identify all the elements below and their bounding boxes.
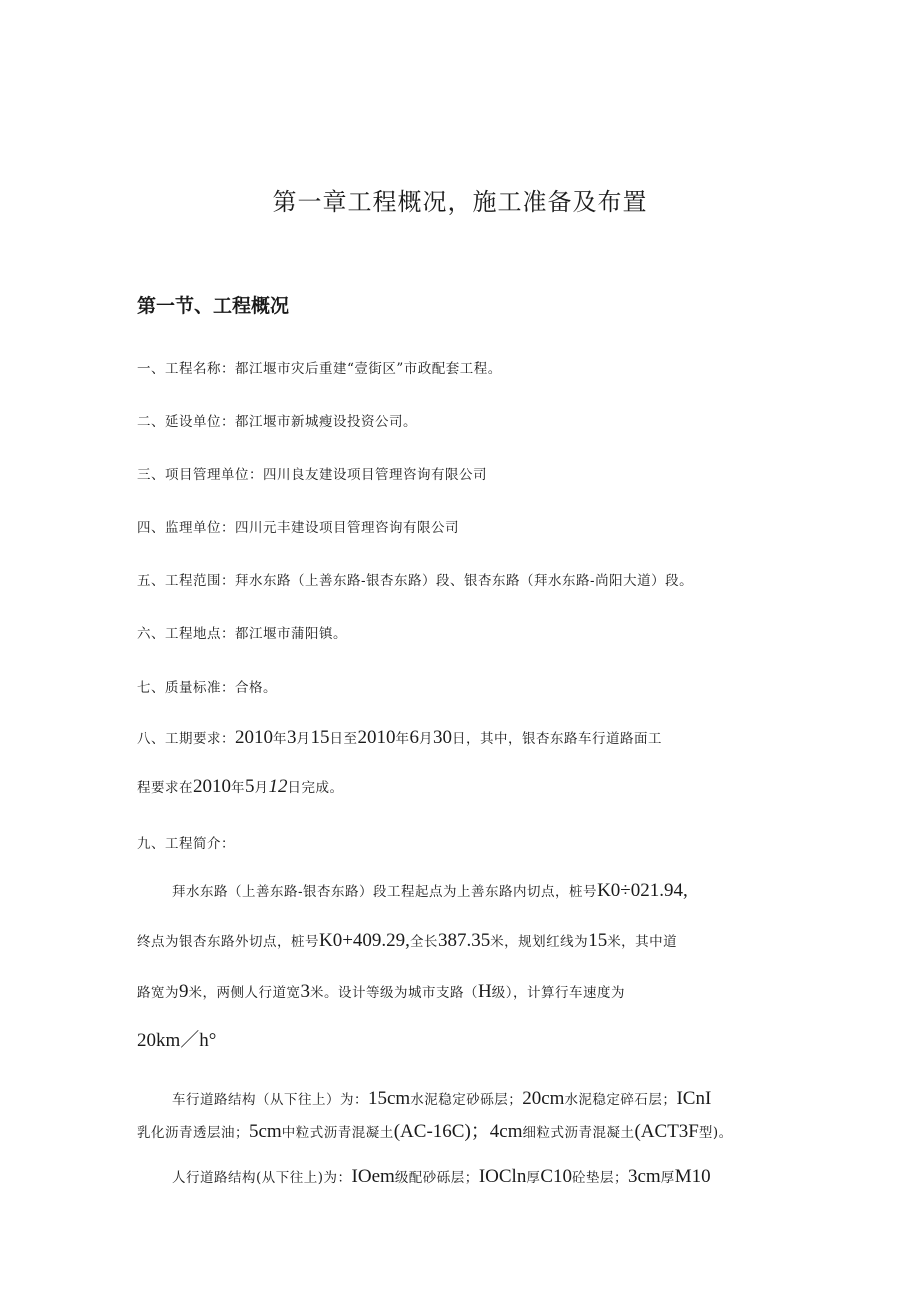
para1-line4: 20km／h° [137,1030,217,1051]
item-project-intro: 九、工程简介： [137,836,235,852]
para1-line1: 拜水东路（上善东路-银杏东路）段工程起点为上善东路内切点，桩号K0÷021.94, [172,880,688,901]
chapter-title: 第一章工程概况，施工准备及布置 [272,188,648,216]
item-management-unit: 三、项目管理单位：四川良友建设项目管理咨询有限公司 [137,467,487,483]
item-schedule-line1: 八、工期要求：2010年3月15日至2010年6月30日，其中，银杏东路车行道路面工 [137,727,662,748]
para1-line3: 路宽为9米，两侧人行道宽3米。设计等级为城市支路（H级），计算行车速度为 [137,981,625,1002]
item-quality-standard: 七、质量标准：合格。 [137,680,277,696]
para2-line1: 车行道路结构（从下往上）为：15cm水泥稳定砂砾层；20cm水泥稳定碎石层；ICnI [172,1088,712,1109]
section-title: 第一节、工程概况 [137,295,290,317]
para1-line2: 终点为银杏东路外切点，桩号K0+409.29,全长387.35米，规划红线为15米，其中道 [137,930,678,951]
item-project-location: 六、工程地点：都江堰市蒲阳镇。 [137,626,347,642]
item-schedule-line2: 程要求在2010年5月12日完成。 [137,776,344,797]
para3-line1: 人行道路结构(从下往上)为：IOem级配砂砾层；IOCln厚C10砼垫层；3cm厚M10 [172,1166,711,1187]
item-supervision-unit: 四、监理单位：四川元丰建设项目管理咨询有限公司 [137,520,459,536]
para2-line2: 乳化沥青透层油；5cm中粒式沥青混凝土(AC-16C)；4cm细粒式沥青混凝土(ACT3F型)。 [137,1121,733,1142]
item-project-name: 一、工程名称：都江堰市灾后重建“壹街区”市政配套工程。 [137,361,502,377]
item-project-scope: 五、工程范围：拜水东路（上善东路-银杏东路）段、银杏东路（拜水东路-尚阳大道）段。 [137,573,694,589]
item-construction-unit: 二、延设单位：都江堰市新城瘦设投资公司。 [137,414,417,430]
